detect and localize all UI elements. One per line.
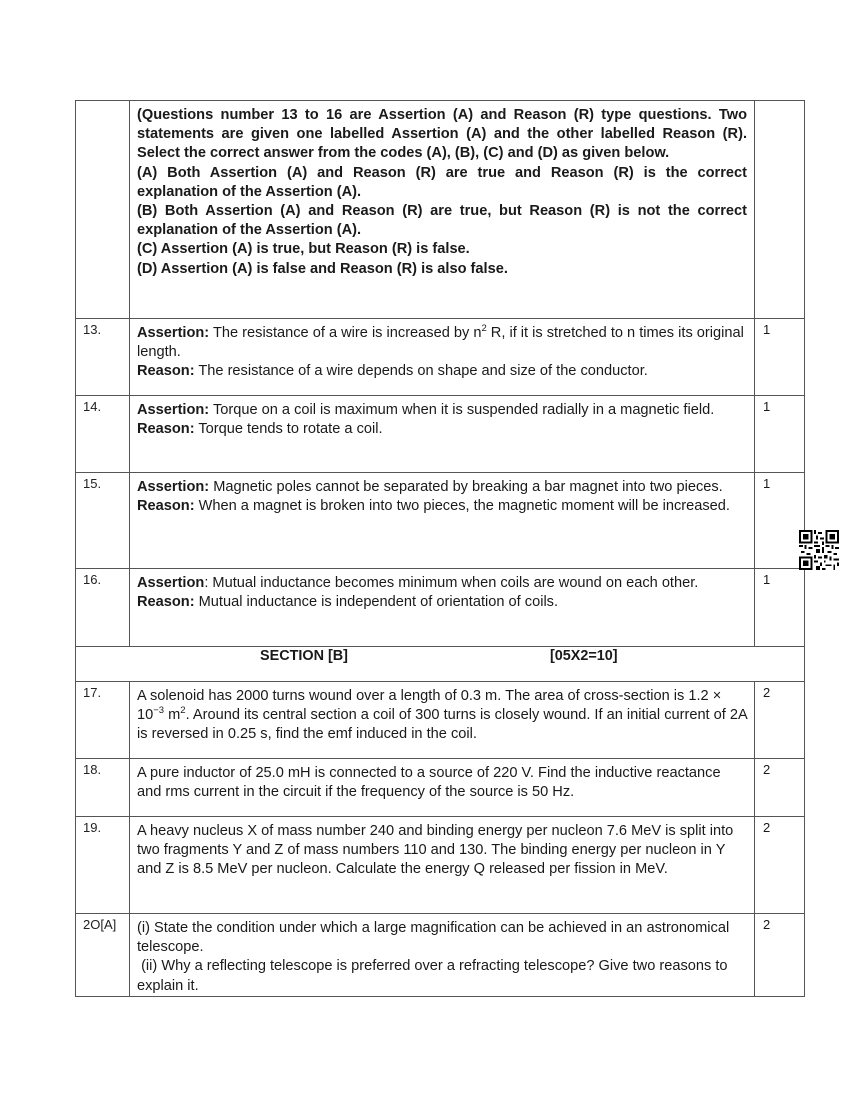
- question-text: [130, 396, 755, 473]
- question-number: 18.: [76, 759, 130, 817]
- question-number: 15.: [76, 473, 130, 569]
- reason-text: Reason: Mutual inductance is independent of orientation of coils.: [137, 594, 559, 611]
- assertion-text: Assertion: The resistance of a wire is increased by $n^2$ R, if it is stretched to n times its original length.: [137, 323, 744, 361]
- instructions-marks-cell: [755, 101, 805, 319]
- reason-label: Reason:: [137, 421, 195, 438]
- reason-text: Reason: The resistance of a wire depends on shape and size of the conductor.: [137, 363, 648, 380]
- instructions-option-b: (B) Both Assertion (A) and Reason (R) are true, but Reason (R) is not the correct explanation of the Assertion (A).: [137, 203, 747, 239]
- assertion-text: Assertion: Magnetic poles cannot be separated by breaking a bar magnet into two pieces.: [137, 479, 723, 495]
- section-title: SECTION [B]: [260, 648, 348, 664]
- question-text: [130, 473, 755, 569]
- instructions-intro: (Questions number 13 to 16 are Assertion (A) and Reason (R) type questions. Two statements are given one labelled Assertion (A) and the other labelled Reason (R). Select the correct answer from the codes (A), (B), (C) and (D) as given below.: [137, 107, 747, 162]
- question-marks: 1: [755, 396, 805, 473]
- question-part-1: (i) State the condition under which a large magnification can be achieved in an astronomical telescope.: [137, 920, 734, 956]
- reason-label: Reason:: [137, 498, 195, 515]
- question-number: 14.: [76, 396, 130, 473]
- question-marks: 2: [755, 759, 805, 817]
- question-marks: 1: [755, 473, 805, 569]
- question-number: 17.: [76, 682, 130, 759]
- section-b-row: [76, 647, 805, 682]
- question-row-15: [76, 473, 805, 569]
- instructions-row: [76, 101, 805, 319]
- question-marks: 2: [755, 817, 805, 914]
- question-row-13: [76, 319, 805, 396]
- question-number: 19.: [76, 817, 130, 914]
- reason-text: Reason: Torque tends to rotate a coil.: [137, 421, 383, 438]
- question-table: [75, 100, 805, 997]
- question-marks: 2: [755, 682, 805, 759]
- assertion-label: Assertion:: [137, 479, 210, 495]
- question-marks: 1: [755, 569, 805, 647]
- instructions-option-a: (A) Both Assertion (A) and Reason (R) are true and Reason (R) is the correct explanation of the Assertion (A).: [137, 164, 747, 200]
- question-text: [130, 319, 755, 396]
- assertion-text: Assertion: Torque on a coil is maximum when it is suspended radially in a magnetic field.: [137, 402, 715, 418]
- question-row-14: [76, 396, 805, 473]
- section-b-cell: [76, 647, 805, 682]
- instructions-option-c: (C) Assertion (A) is true, but Reason (R) is false.: [137, 241, 470, 258]
- question-row-17: [76, 682, 805, 759]
- assertion-label: Assertion: [137, 575, 205, 591]
- question-number: 16.: [76, 569, 130, 647]
- question-text: A solenoid has 2000 turns wound over a length of 0.3 m. The area of cross-section is $1.2 \times 10^{-3}$ $m^2$. Around its central section a coil of 300 turns is closely wound. If an initial current of 2A is reversed in 0.25 s, find the emf induced in the coil.: [130, 682, 755, 759]
- assertion-label: Assertion:: [137, 325, 210, 341]
- question-text: [130, 569, 755, 647]
- question-part-2: (ii) Why a reflecting telescope is preferred over a refracting telescope? Give two reasons to explain it.: [137, 958, 732, 994]
- instructions-option-d: (D) Assertion (A) is false and Reason (R) is also false.: [137, 260, 508, 277]
- question-text: A pure inductor of 25.0 mH is connected to a source of 220 V. Find the inductive reactance and rms current in the circuit if the frequency of the source is 50 Hz.: [130, 759, 755, 817]
- question-marks: 2: [755, 914, 805, 997]
- reason-text: Reason: When a magnet is broken into two pieces, the magnetic moment will be increased.: [137, 498, 730, 515]
- question-row-19: [76, 817, 805, 914]
- reason-label: Reason:: [137, 594, 195, 611]
- question-row-20a: [76, 914, 805, 997]
- question-number: 2O[A]: [76, 914, 130, 997]
- question-row-16: [76, 569, 805, 647]
- question-number: 13.: [76, 319, 130, 396]
- section-marks: [05X2=10]: [550, 648, 618, 664]
- question-row-18: [76, 759, 805, 817]
- assertion-label: Assertion:: [137, 402, 210, 418]
- instructions-num-cell: [76, 101, 130, 319]
- reason-label: Reason:: [137, 363, 195, 380]
- assertion-text: Assertion: Mutual inductance becomes minimum when coils are wound on each other.: [137, 575, 699, 591]
- instructions-cell: [130, 101, 755, 319]
- qr-code-icon: [799, 530, 839, 570]
- question-marks: 1: [755, 319, 805, 396]
- question-text: [130, 914, 755, 997]
- question-text: A heavy nucleus X of mass number 240 and binding energy per nucleon 7.6 MeV is split into two fragments Y and Z of mass numbers 110 and 130. The binding energy per nucleon in Y and Z is 8.5 MeV per nucleon. Calculate the energy Q released per fission in MeV.: [130, 817, 755, 914]
